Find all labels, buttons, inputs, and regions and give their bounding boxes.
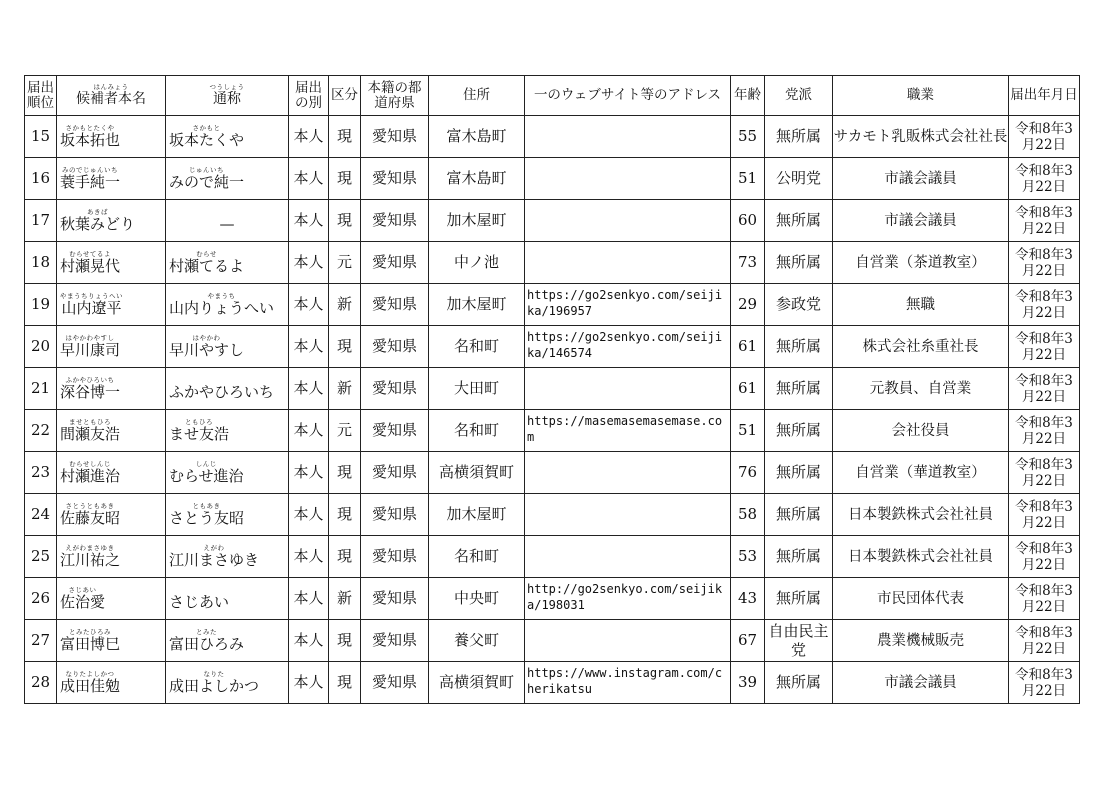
cell-website [525,116,731,158]
cell-occupation: 元教員、自営業 [833,368,1009,410]
table-row [25,368,1080,410]
cell-category: 現 [329,494,361,536]
cell-filing-date: 令和8年3月22日 [1009,578,1080,620]
alias-name: ふかやひろいち [169,383,275,401]
cell-prefecture: 愛知県 [361,200,429,242]
alias-name: 富田ひろみ [169,635,245,653]
cell-party: 公明党 [765,158,833,200]
cell-party: 無所属 [765,200,833,242]
real-name: 秋葉みどり [60,215,136,233]
cell-number: 18 [25,242,57,284]
cell-occupation: 市議会議員 [833,200,1009,242]
cell-number: 16 [25,158,57,200]
cell-filing-type: 本人 [289,158,329,200]
candidate-table [24,75,1080,704]
cell-prefecture: 愛知県 [361,116,429,158]
cell-age: 29 [731,284,765,326]
cell-prefecture: 愛知県 [361,662,429,704]
real-name-ruby: はやかわやすし [65,334,115,342]
cell-filing-type: 本人 [289,200,329,242]
real-name: 間瀬友浩 [60,425,121,443]
cell-website [525,620,731,662]
cell-filing-date: 令和8年3月22日 [1009,326,1080,368]
cell-website [525,242,731,284]
real-name: 坂本拓也 [60,131,121,149]
cell-filing-date: 令和8年3月22日 [1009,368,1080,410]
alias-name: 坂本たくや [169,131,245,149]
real-name-ruby: ふかやひろいち [65,376,115,384]
cell-occupation: 日本製鉄株式会社社員 [833,536,1009,578]
cell-address: 加木屋町 [429,494,525,536]
cell-prefecture: 愛知県 [361,410,429,452]
cell-prefecture: 愛知県 [361,536,429,578]
alias-ruby: とみた [196,628,217,636]
alias-ruby: ともあき [192,502,221,510]
real-name: 佐治愛 [60,593,106,611]
alias-name: 山内りょうへい [169,299,275,317]
cell-alias [166,452,289,494]
cell-website: https://go2senkyo.com/seijika/146574 [525,326,731,368]
cell-category: 元 [329,242,361,284]
cell-real-name [57,494,166,536]
cell-filing-date: 令和8年3月22日 [1009,284,1080,326]
real-name: 村瀬晃代 [60,257,121,275]
header-prefecture: 本籍の都道府県 [361,76,429,116]
alias-name: 江川まさゆき [169,551,260,569]
alias-ruby: じゅんいち [189,166,224,174]
cell-filing-type: 本人 [289,326,329,368]
cell-filing-date: 令和8年3月22日 [1009,494,1080,536]
cell-filing-date: 令和8年3月22日 [1009,158,1080,200]
table-row [25,536,1080,578]
cell-filing-type: 本人 [289,536,329,578]
cell-alias [166,242,289,284]
alias-name: ませ友浩 [169,425,230,443]
cell-filing-type: 本人 [289,452,329,494]
cell-number: 24 [25,494,57,536]
real-name-ruby: むらせしんじ [69,460,111,468]
alias-ruby: なりた [203,670,225,678]
alias-ruby: はやかわ [192,334,221,342]
header-number: 届出順位 [25,76,57,116]
alias-name: みので純一 [169,173,245,191]
cell-alias [166,578,289,620]
table-row [25,326,1080,368]
real-name-ruby: さかもとたくや [65,124,115,132]
alias-name: さじあい [169,593,230,611]
cell-number: 26 [25,578,57,620]
alias-ruby: ともひろ [185,418,213,426]
cell-prefecture: 愛知県 [361,284,429,326]
cell-occupation: サカモト乳販株式会社社長 [833,116,1009,158]
cell-address: 名和町 [429,410,525,452]
cell-occupation: 市民団体代表 [833,578,1009,620]
cell-age: 61 [731,368,765,410]
cell-filing-date: 令和8年3月22日 [1009,200,1080,242]
cell-alias [166,494,289,536]
cell-party: 参政党 [765,284,833,326]
cell-filing-type: 本人 [289,116,329,158]
table-row [25,284,1080,326]
real-name: 成田佳勉 [60,677,121,695]
table-row [25,452,1080,494]
cell-alias [166,116,289,158]
cell-filing-date: 令和8年3月22日 [1009,536,1080,578]
cell-prefecture: 愛知県 [361,620,429,662]
real-name: 山内遼平 [61,299,122,317]
cell-address: 名和町 [429,536,525,578]
cell-filing-type: 本人 [289,410,329,452]
table-row [25,578,1080,620]
alias-name: 成田よしかつ [169,677,260,695]
cell-address: 養父町 [429,620,525,662]
header-party: 党派 [765,76,833,116]
cell-party: 自由民主党 [765,620,833,662]
cell-website [525,536,731,578]
cell-address: 高横須賀町 [429,452,525,494]
cell-category: 新 [329,368,361,410]
cell-age: 67 [731,620,765,662]
real-name-ruby: えがわまさゆき [65,544,115,552]
cell-real-name [57,452,166,494]
cell-prefecture: 愛知県 [361,368,429,410]
cell-filing-type: 本人 [289,578,329,620]
table-row [25,620,1080,662]
cell-number: 17 [25,200,57,242]
cell-real-name [57,116,166,158]
cell-category: 現 [329,158,361,200]
cell-real-name [57,158,166,200]
cell-category: 現 [329,200,361,242]
cell-filing-date: 令和8年3月22日 [1009,662,1080,704]
cell-age: 53 [731,536,765,578]
header-filing-date: 届出年月日 [1009,76,1080,116]
cell-filing-type: 本人 [289,662,329,704]
cell-real-name [57,536,166,578]
header-occupation: 職業 [833,76,1009,116]
cell-real-name [57,200,166,242]
cell-party: 無所属 [765,662,833,704]
cell-website [525,368,731,410]
real-name: 早川康司 [60,341,121,359]
cell-occupation: 自営業（茶道教室） [833,242,1009,284]
real-name: 佐藤友昭 [60,509,121,527]
cell-alias [166,158,289,200]
cell-website: https://go2senkyo.com/seijika/196957 [525,284,731,326]
cell-address: 大田町 [429,368,525,410]
real-name-ruby: みのでじゅんいち [62,166,118,174]
real-name-ruby: さじあい [68,586,97,594]
cell-category: 現 [329,452,361,494]
real-name-ruby: やまうちりょうへい [60,292,123,300]
cell-filing-type: 本人 [289,368,329,410]
cell-address: 中央町 [429,578,525,620]
cell-age: 61 [731,326,765,368]
cell-filing-type: 本人 [289,494,329,536]
real-name: 富田博巳 [60,635,121,653]
real-name: 村瀬進治 [60,467,121,485]
cell-category: 元 [329,410,361,452]
cell-alias [166,284,289,326]
cell-occupation: 市議会議員 [833,158,1009,200]
cell-alias [166,410,289,452]
real-name: 深谷博一 [60,383,121,401]
cell-prefecture: 愛知県 [361,494,429,536]
cell-age: 73 [731,242,765,284]
alias-ruby: えがわ [203,544,225,552]
cell-address: 加木屋町 [429,200,525,242]
table-row [25,410,1080,452]
cell-address: 中ノ池 [429,242,525,284]
cell-number: 25 [25,536,57,578]
table-row [25,116,1080,158]
cell-party: 無所属 [765,116,833,158]
cell-prefecture: 愛知県 [361,452,429,494]
table-row [25,200,1080,242]
cell-age: 58 [731,494,765,536]
cell-website: http://go2senkyo.com/seijika/198031 [525,578,731,620]
cell-real-name [57,326,166,368]
cell-website [525,452,731,494]
cell-number: 15 [25,116,57,158]
cell-number: 23 [25,452,57,494]
header-real-name: はんみょう 候補者本名 [57,76,166,116]
table-row [25,662,1080,704]
cell-occupation: 農業機械販売 [833,620,1009,662]
alias-ruby: やまうち [207,292,236,300]
cell-real-name [57,620,166,662]
cell-age: 76 [731,452,765,494]
cell-party: 無所属 [765,410,833,452]
cell-occupation: 株式会社糸重社長 [833,326,1009,368]
cell-filing-date: 令和8年3月22日 [1009,410,1080,452]
cell-website: https://masemasemasemase.com [525,410,731,452]
alias-name: むらせ進治 [169,467,244,485]
alias-name: さとう友昭 [169,509,245,527]
header-website: 一のウェブサイト等のアドレス [525,76,731,116]
real-name-ruby: とみたひろみ [69,628,111,636]
cell-party: 無所属 [765,326,833,368]
real-name-ruby: なりたよしかつ [65,670,115,678]
table-row [25,494,1080,536]
header-category: 区分 [329,76,361,116]
cell-website [525,158,731,200]
cell-category: 現 [329,536,361,578]
cell-filing-date: 令和8年3月22日 [1009,242,1080,284]
cell-filing-date: 令和8年3月22日 [1009,452,1080,494]
cell-real-name [57,410,166,452]
table-row [25,242,1080,284]
cell-party: 無所属 [765,494,833,536]
cell-party: 無所属 [765,452,833,494]
cell-prefecture: 愛知県 [361,326,429,368]
cell-age: 51 [731,410,765,452]
cell-filing-type: 本人 [289,620,329,662]
cell-alias [166,368,289,410]
cell-occupation: 市議会議員 [833,662,1009,704]
cell-category: 現 [329,326,361,368]
alias-name: 村瀬てるよ [169,257,245,275]
alias-name: — [219,215,235,233]
alias-ruby: むらせ [196,250,217,258]
cell-alias [166,620,289,662]
cell-filing-type: 本人 [289,284,329,326]
cell-age: 60 [731,200,765,242]
cell-address: 富木島町 [429,116,525,158]
alias-name: 早川やすし [169,341,245,359]
cell-age: 55 [731,116,765,158]
cell-real-name [57,662,166,704]
cell-prefecture: 愛知県 [361,578,429,620]
cell-filing-date: 令和8年3月22日 [1009,620,1080,662]
cell-number: 28 [25,662,57,704]
cell-address: 加木屋町 [429,284,525,326]
cell-category: 現 [329,662,361,704]
real-name: 蓑手純一 [60,173,121,191]
cell-website [525,200,731,242]
real-name-ruby: あきば [87,208,108,216]
cell-occupation: 日本製鉄株式会社社員 [833,494,1009,536]
cell-category: 新 [329,284,361,326]
cell-filing-type: 本人 [289,242,329,284]
header-address: 住所 [429,76,525,116]
cell-prefecture: 愛知県 [361,242,429,284]
cell-party: 無所属 [765,368,833,410]
cell-address: 富木島町 [429,158,525,200]
real-name-ruby: さとうともあき [65,502,115,510]
cell-website: https://www.instagram.com/cherikatsu [525,662,731,704]
cell-real-name [57,242,166,284]
cell-age: 51 [731,158,765,200]
real-name-ruby: ませともひろ [69,418,111,426]
table-row [25,158,1080,200]
cell-number: 21 [25,368,57,410]
cell-age: 43 [731,578,765,620]
cell-address: 高横須賀町 [429,662,525,704]
cell-occupation: 無職 [833,284,1009,326]
cell-category: 新 [329,578,361,620]
real-name-ruby: むらせてるよ [69,250,111,258]
cell-filing-date: 令和8年3月22日 [1009,116,1080,158]
cell-party: 無所属 [765,536,833,578]
cell-party: 無所属 [765,578,833,620]
cell-prefecture: 愛知県 [361,158,429,200]
cell-category: 現 [329,116,361,158]
cell-alias [166,536,289,578]
header-alias: つうしょう 通称 [166,76,289,116]
cell-party: 無所属 [765,242,833,284]
cell-age: 39 [731,662,765,704]
cell-occupation: 自営業（華道教室） [833,452,1009,494]
cell-alias [166,326,289,368]
cell-number: 20 [25,326,57,368]
cell-real-name [57,368,166,410]
cell-real-name [57,578,166,620]
cell-alias [166,662,289,704]
cell-alias [166,200,289,242]
cell-number: 19 [25,284,57,326]
cell-number: 22 [25,410,57,452]
header-filing-type: 届出の別 [289,76,329,116]
cell-real-name [57,284,166,326]
cell-occupation: 会社役員 [833,410,1009,452]
cell-number: 27 [25,620,57,662]
real-name: 江川祐之 [60,551,121,569]
alias-ruby: しんじ [195,460,217,468]
header-age: 年齢 [731,76,765,116]
alias-ruby: さかもと [192,124,221,132]
cell-address: 名和町 [429,326,525,368]
header-row [25,76,1080,116]
cell-category: 現 [329,620,361,662]
cell-website [525,494,731,536]
